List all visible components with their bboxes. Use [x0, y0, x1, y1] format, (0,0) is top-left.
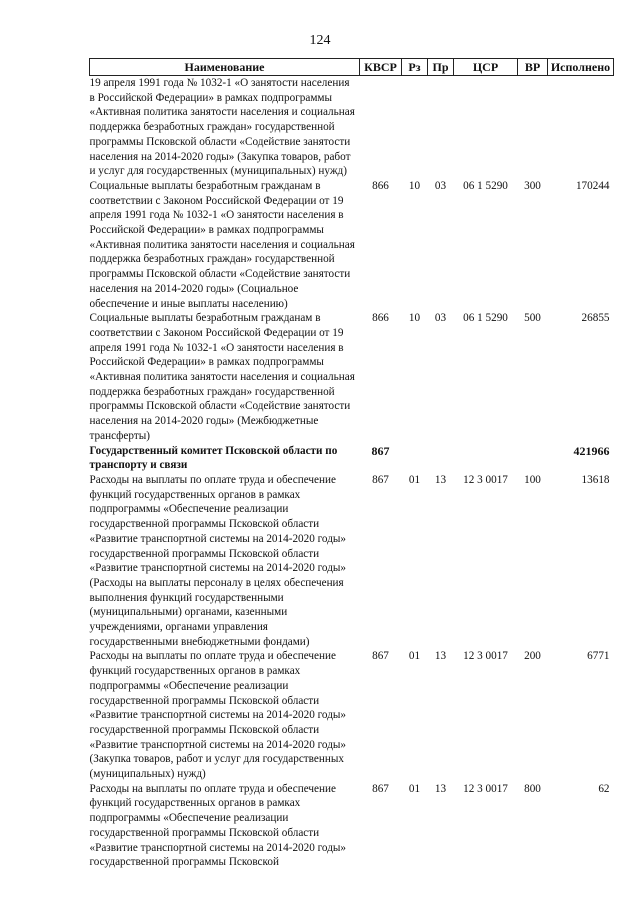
table-row: [90, 76, 614, 179]
page-number: 124: [309, 33, 331, 48]
row-vr: 200: [524, 650, 541, 663]
row-kvsr: [360, 76, 402, 179]
row-kvsr: 867: [372, 473, 389, 486]
row-name: Расходы на выплаты по оплате труда и обеспечение функций государственных органов в рамках подпрограммы «Обеспечение реализации государственной программы Псковской области «Развитие транспортной системы на 2014-2020 годы» государственной программы Псковской области «Развитие транспортной системы на 2014-2020 годы» (Закупка товаров, работ и услуг для государственных (муниципальных) нужд): [89, 650, 346, 781]
row-executed: 170244: [575, 179, 610, 192]
header-pr: Пр: [428, 59, 454, 76]
row-rz: 01: [408, 782, 421, 795]
table-row: [90, 311, 614, 443]
row-name: Государственный комитет Псковской области по транспорту и связи: [89, 444, 338, 472]
row-csr: 12 3 0017: [463, 650, 508, 663]
row-vr: 800: [524, 782, 541, 795]
row-pr: 03: [434, 179, 447, 192]
row-vr: [518, 444, 548, 473]
row-executed: [548, 76, 614, 179]
table-row: [90, 179, 614, 311]
row-pr: 03: [434, 312, 447, 325]
header-csr: ЦСР: [454, 59, 518, 76]
row-vr: 100: [524, 473, 541, 486]
table-header-row: [90, 59, 614, 76]
row-csr: 12 3 0017: [463, 473, 508, 486]
row-rz: 10: [408, 312, 421, 325]
row-csr: 06 1 5290: [463, 179, 508, 192]
row-name: Социальные выплаты безработным гражданам в соответствии с Законом Российской Федерации от 19 апреля 1991 года № 1032-1 «О занятости населения в Российской Федерации» в рамках подпрограммы «Активная политика занятости населения и социальная поддержка безработных граждан» государственной программы Псковской области «Содействие занятости населения на 2014-2020 годы» (Межбюджетные трансферты): [89, 312, 355, 442]
row-name: Расходы на выплаты по оплате труда и обеспечение функций государственных органов в рамках подпрограммы «Обеспечение реализации государственной программы Псковской области «Развитие транспортной системы на 2014-2020 годы» государственной программы Псковской: [89, 782, 346, 869]
row-executed: 6771: [587, 650, 610, 663]
row-kvsr: 867: [371, 443, 390, 458]
row-csr: [454, 444, 518, 473]
row-name: Социальные выплаты безработным гражданам в соответствии с Законом Российской Федерации от 19 апреля 1991 года № 1032-1 «О занятости населения в Российской Федерации» в рамках подпрограммы «Активная политика занятости населения и социальная поддержка безработных граждан» государственной программы Псковской области «Содействие занятости населения на 2014-2020 годы» (Социальное обеспечение и иные выплаты населению): [89, 179, 355, 310]
row-executed: 62: [598, 782, 610, 795]
header-rz: Рз: [402, 59, 428, 76]
row-vr: [518, 76, 548, 179]
table-row: [90, 782, 614, 870]
row-executed: 26855: [581, 312, 610, 325]
row-executed: 13618: [581, 473, 610, 486]
header-name: Наименование: [90, 59, 360, 76]
row-csr: [454, 76, 518, 179]
row-vr: 500: [524, 312, 541, 325]
row-kvsr: 866: [372, 312, 389, 325]
row-csr: 06 1 5290: [463, 312, 508, 325]
header-vr: ВР: [518, 59, 548, 76]
row-pr: [428, 444, 454, 473]
table-row: [90, 473, 614, 649]
row-rz: 01: [408, 473, 421, 486]
row-vr: 300: [524, 179, 541, 192]
header-executed: Исполнено: [548, 59, 614, 76]
row-executed: 421966: [573, 443, 610, 458]
table-row: [90, 649, 614, 781]
header-kvsr: КВСР: [360, 59, 402, 76]
row-kvsr: 867: [372, 650, 389, 663]
row-rz: 10: [408, 179, 421, 192]
row-kvsr: 866: [372, 179, 389, 192]
row-rz: [402, 444, 428, 473]
table-row-section: [90, 444, 614, 473]
row-kvsr: 867: [372, 782, 389, 795]
row-name: 19 апреля 1991 года № 1032-1 «О занятости населения в Российской Федерации» в рамках подпрограммы «Активная политика занятости населения и социальная поддержка безработных граждан» государственной программы Псковской области «Содействие занятости населения на 2014-2020 годы» (Закупка товаров, работ и услуг для государственных (муниципальных) нужд): [89, 77, 355, 178]
budget-table: [89, 58, 614, 870]
row-pr: 13: [434, 782, 447, 795]
row-pr: 13: [434, 473, 447, 486]
row-pr: 13: [434, 650, 447, 663]
row-csr: 12 3 0017: [463, 782, 508, 795]
row-rz: [402, 76, 428, 179]
row-rz: 01: [408, 650, 421, 663]
row-name: Расходы на выплаты по оплате труда и обеспечение функций государственных органов в рамках подпрограммы «Обеспечение реализации государственной программы Псковской области «Развитие транспортной системы на 2014-2020 годы» государственной программы Псковской области «Развитие транспортной системы на 2014-2020 годы» (Расходы на выплаты персоналу в целях обеспечения выполнения функций государственными (муниципальными) органами, казенными учреждениями, органами управления государственными внебюджетными фондами): [89, 473, 346, 648]
row-pr: [428, 76, 454, 179]
